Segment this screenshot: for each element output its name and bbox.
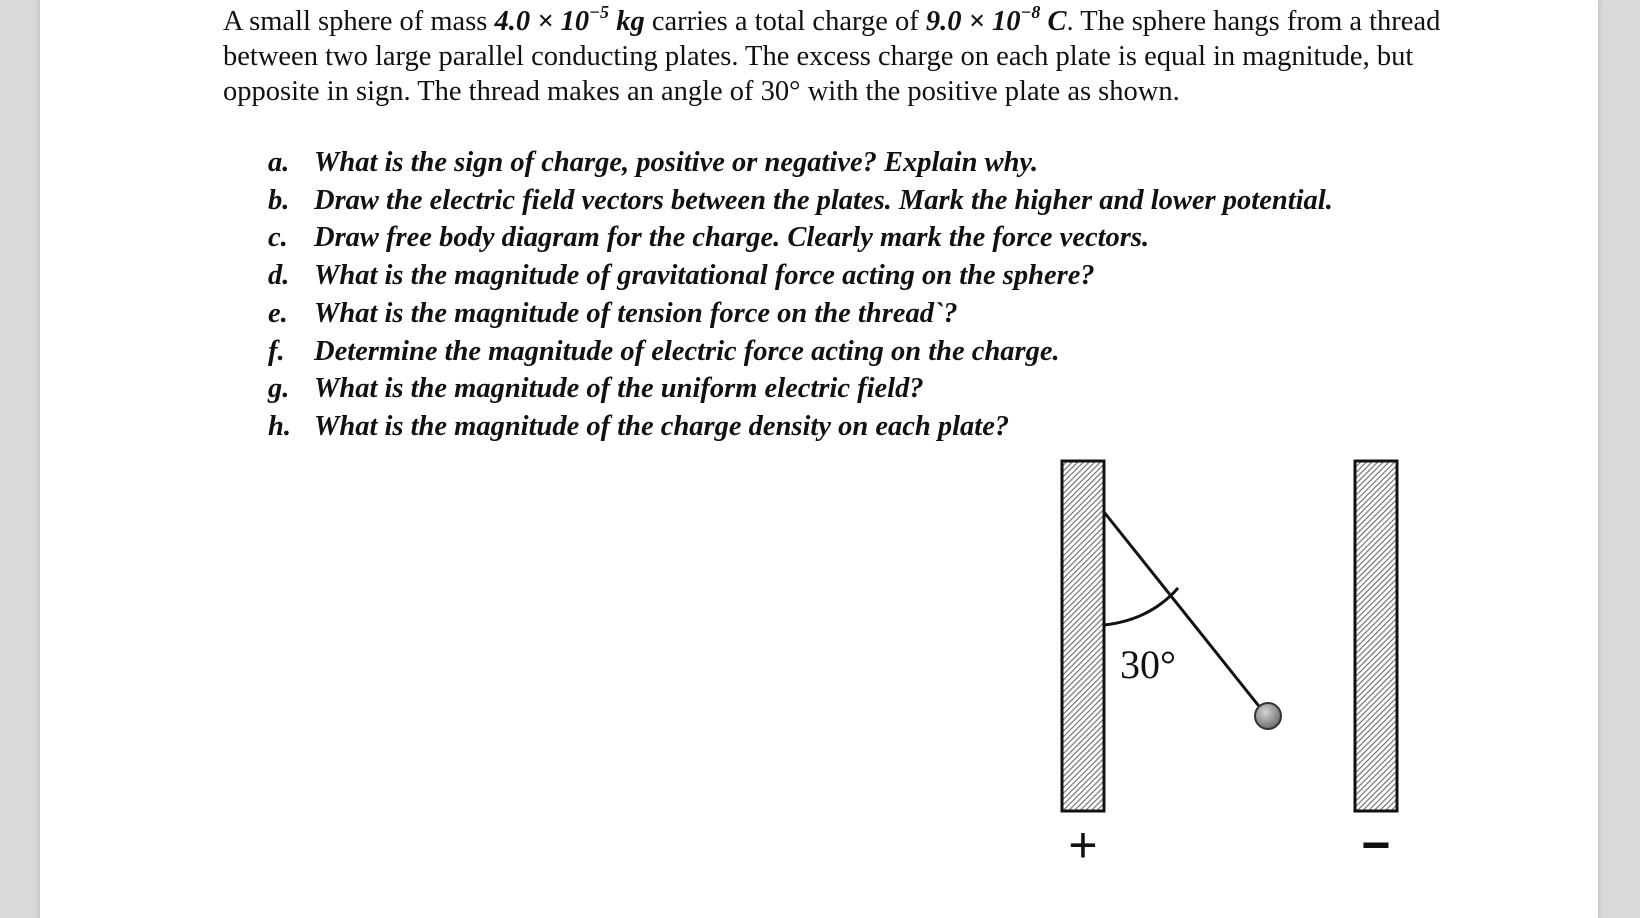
question-letter: f. — [268, 335, 285, 367]
question-text: What is the sign of charge, positive or negative? Explain why. — [314, 147, 1039, 178]
parallel-plates-figure — [40, 0, 1598, 918]
question-text: What is the magnitude of gravitational force acting on the sphere? — [314, 260, 1095, 292]
question-letter: a. — [268, 147, 290, 178]
question-letter: g. — [268, 373, 290, 405]
question-letter: b. — [268, 184, 290, 216]
intro-text-2: carries a total charge of — [644, 6, 926, 37]
angle-arc — [1104, 588, 1178, 625]
question-text: Determine the magnitude of electric force acting on the charge. — [314, 335, 1060, 367]
question-letter: e. — [268, 297, 288, 329]
intro-text-1: A small sphere of mass — [223, 6, 495, 37]
angle-label: 30° — [1120, 642, 1176, 687]
question-text: What is the magnitude of tension force on the thread`? — [314, 297, 958, 329]
question-text: What is the magnitude of the charge density on each plate? — [314, 410, 1010, 442]
question-letter: c. — [268, 222, 288, 254]
mass-value: $4.0 \times 10^{-5}$ kg — [494, 2, 645, 37]
question-text: Draw the electric field vectors between the plates. Mark the higher and lower potential. — [314, 184, 1333, 216]
question-text: What is the magnitude of the uniform electric field? — [314, 373, 924, 405]
positive-sign: + — [1068, 817, 1098, 873]
question-letter: d. — [268, 260, 290, 292]
question-text: Draw free body diagram for the charge. Clearly mark the force vectors. — [314, 222, 1150, 254]
document-page — [40, 0, 1598, 918]
negative-plate — [1355, 461, 1397, 811]
negative-sign: − — [1361, 817, 1391, 873]
positive-plate — [1062, 461, 1104, 811]
charge-value: $9.0 \times 10^{-8}$ C — [925, 2, 1067, 37]
intro-text-3: . The sphere hangs from a thread between two large parallel conducting plates. The excess charge on each plate is equal in magnitude, but opposite in sign. The thread makes an angle of 30° with the positive plate as shown. — [223, 6, 1441, 107]
question-letter: h. — [268, 410, 291, 442]
charged-sphere — [1255, 703, 1281, 729]
